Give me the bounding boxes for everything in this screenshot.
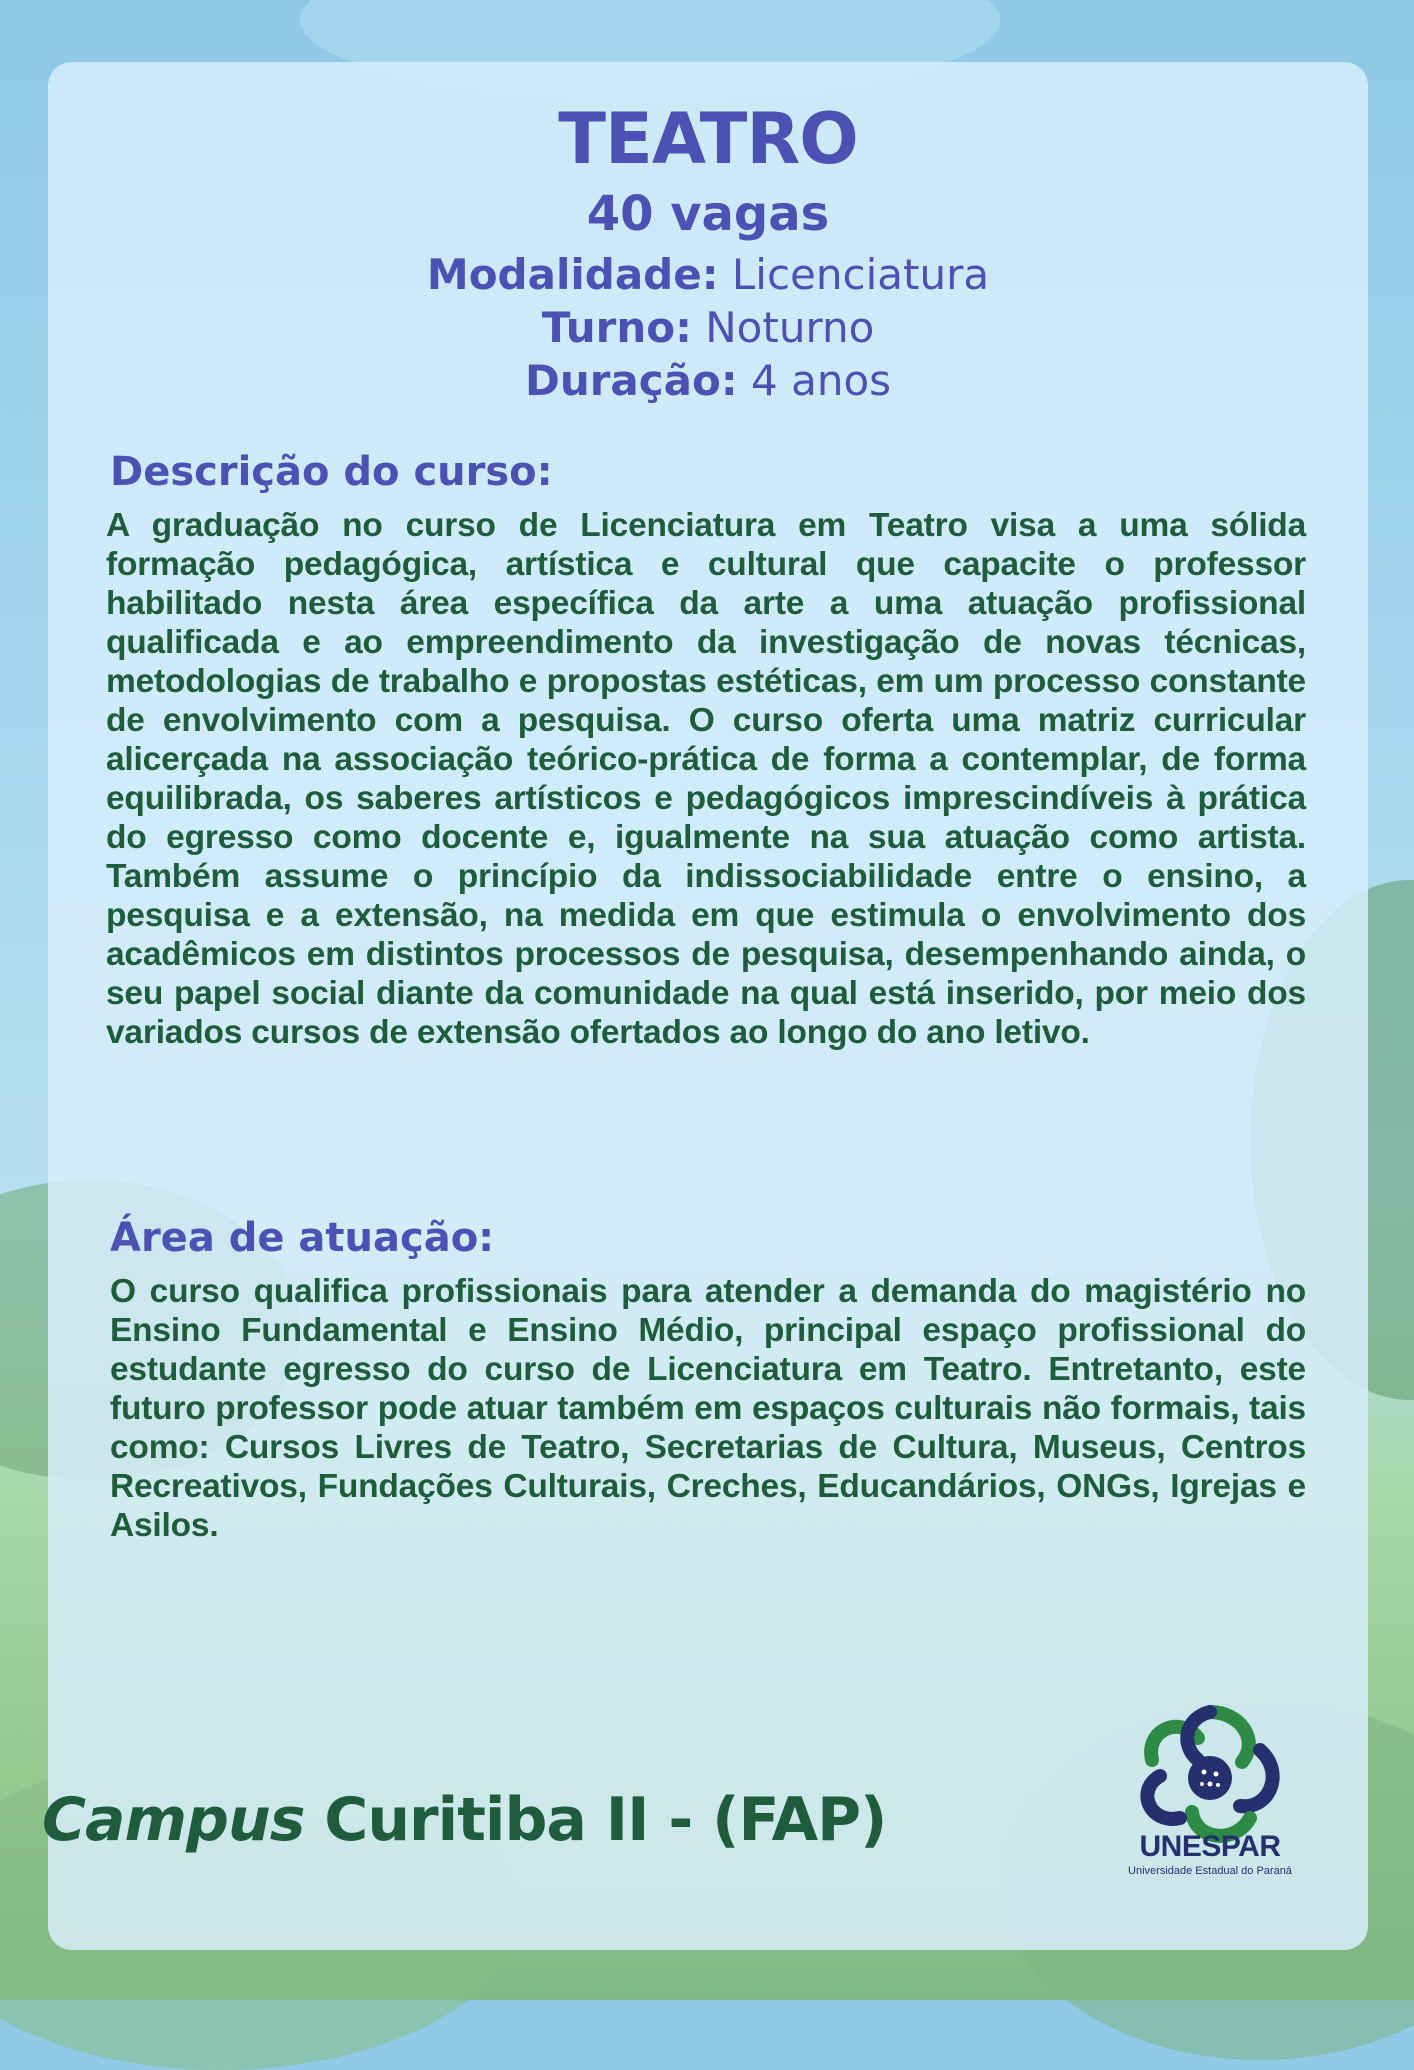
description-heading: Descrição do curso: bbox=[110, 449, 553, 495]
area-heading: Área de atuação: bbox=[110, 1215, 495, 1261]
modality-value: Licenciatura bbox=[731, 250, 990, 299]
shift-label: Turno: bbox=[541, 303, 692, 352]
content-card bbox=[48, 62, 1368, 1950]
shift-value: Noturno bbox=[705, 303, 875, 352]
campus-rest: Curitiba II - (FAP) bbox=[304, 1785, 887, 1855]
vacancies-count: 40 vagas bbox=[586, 186, 830, 242]
duration-line bbox=[48, 356, 1368, 405]
course-title: TEATRO bbox=[558, 98, 858, 180]
duration-label: Duração: bbox=[524, 356, 738, 405]
area-text: O curso qualifica profissionais para atender a demanda do magistério no Ensino Fundamental e Ensino Médio, principal espaço profissional do estudante egresso do curso de Licenciatura em Teatro. Entretanto, este futuro professor pode atuar também em espaços culturais não formais, tais como: Cursos Livres de Teatro, Secretarias de Cultura, Museus, Centros Recreativos, Fundações Culturais, Creches, Educandários, ONGs, Igrejas e Asilos. bbox=[110, 1273, 1306, 1544]
logo-subtitle: Universidade Estadual do Paraná bbox=[1128, 1865, 1292, 1877]
modality-label: Modalidade: bbox=[426, 250, 719, 299]
unespar-logo-icon bbox=[1120, 1700, 1300, 1850]
shift-line bbox=[48, 303, 1368, 352]
description-text: A graduação no curso de Licenciatura em Teatro visa a uma sólida formação pedagógica, artística e cultural que capacite o professor habilitado nesta área específica da arte a uma atuação profissional qualificada e ao empreendimento da investigação de novas técnicas, metodologias de trabalho e propostas estéticas, em um processo constante de envolvimento com a pesquisa. O curso oferta uma matriz curricular alicerçada na associação teórico-prática de forma a contemplar, de forma equilibrada, os saberes artísticos e pedagógicos imprescindíveis à prática do egresso como docente e, igualmente na sua atuação como artista. Também assume o princípio da indissociabilidade entre o ensino, a pesquisa e a extensão, na medida em que estimula o envolvimento dos acadêmicos em distintos processos de pesquisa, desempenhando ainda, o seu papel social diante da comunidade na qual está inserido, por meio dos variados cursos de extensão ofertados ao longo do ano letivo. bbox=[106, 507, 1306, 1051]
campus-italic: Campus bbox=[42, 1785, 305, 1855]
duration-value: 4 anos bbox=[751, 356, 892, 405]
modality-line bbox=[48, 250, 1368, 299]
campus-name bbox=[42, 1785, 887, 1855]
logo-name: UNESPAR bbox=[1139, 1830, 1281, 1863]
